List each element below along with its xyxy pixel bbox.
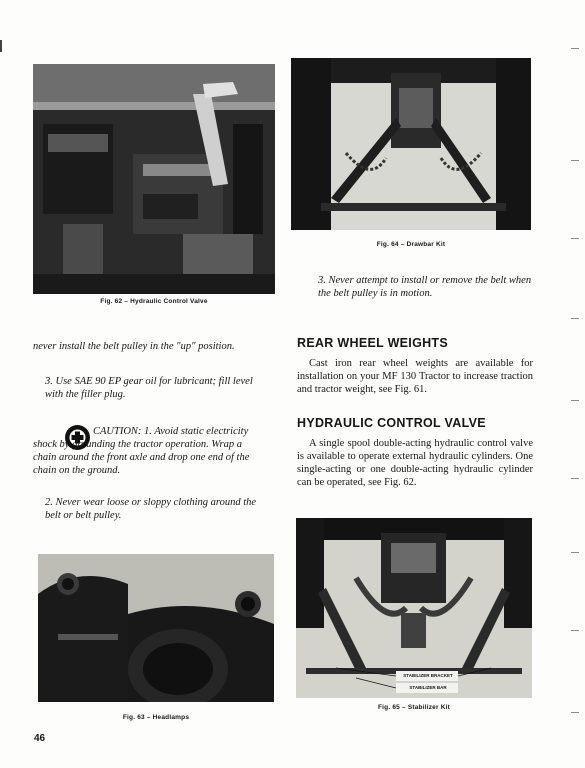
stabilizer-bracket-label: STABILIZER BRACKET xyxy=(403,673,453,678)
margin-tick xyxy=(571,630,579,631)
margin-tick xyxy=(571,552,579,553)
margin-tick xyxy=(571,238,579,239)
rear-wheel-weights-heading: REAR WHEEL WEIGHTS xyxy=(297,336,449,350)
clothing-warning: 2. Never wear loose or sloppy clothing around the belt or belt pulley. xyxy=(45,497,257,521)
fig-63-photo xyxy=(38,554,274,702)
rear-wheel-weights-text: Cast iron rear wheel weights are available for installation on your MF 130 Tractor to increase traction and tractor weight, see Fig. 61. xyxy=(297,358,533,395)
margin-tick xyxy=(571,400,579,401)
belt-warning-item-3: 3. Never attempt to install or remove the belt when the belt pulley is in motion. xyxy=(318,275,532,299)
caution-static-electricity: CAUTION: 1. Avoid static electricity shock by grounding the tractor operation. Wrap a chain around the front axle and drop one end of the chain on the ground. xyxy=(33,426,250,476)
page-edge-mark xyxy=(0,40,2,52)
margin-tick xyxy=(571,712,579,713)
fig-65-photo xyxy=(296,518,532,698)
gear-oil-note: 3. Use SAE 90 EP gear oil for lubricant; fill level with the filler plug. xyxy=(45,376,253,400)
margin-tick xyxy=(571,48,579,49)
fig-64-photo xyxy=(291,58,531,230)
fig-62-photo xyxy=(33,64,275,294)
page-number: 46 xyxy=(34,733,46,744)
fig-65-caption: Fig. 65 – Stabilizer Kit xyxy=(378,704,450,711)
fig-64-caption: Fig. 64 – Drawbar Kit xyxy=(376,241,446,248)
margin-tick xyxy=(571,318,579,319)
fig-62-caption: Fig. 62 – Hydraulic Control Valve xyxy=(100,298,208,305)
stabilizer-bar-label: STABILIZER BAR xyxy=(409,685,447,690)
belt-pulley-note: never install the belt pulley in the "up" position. xyxy=(33,341,235,352)
hydraulic-control-valve-heading: HYDRAULIC CONTROL VALVE xyxy=(297,416,486,430)
fig-63-caption: Fig. 63 – Headlamps xyxy=(122,714,190,721)
margin-tick xyxy=(571,160,579,161)
margin-tick xyxy=(571,478,579,479)
hydraulic-control-valve-text: A single spool double-acting hydraulic control valve is available to operate external hydraulic cylinders. One single-acting or one double-acting hydraulic cylinder can be operated, see Fig. 62. xyxy=(297,438,533,488)
